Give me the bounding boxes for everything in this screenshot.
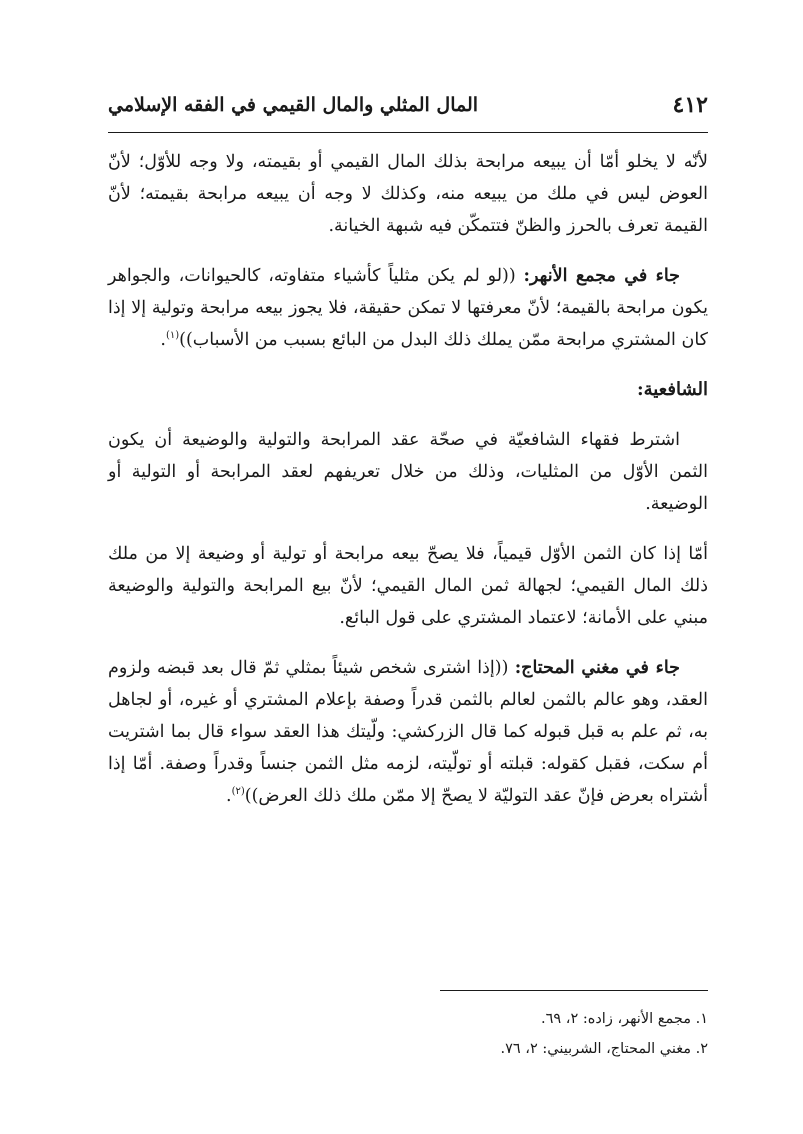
footnote-2: ٢. مغني المحتاج، الشربيني: ٢، ٧٦. <box>500 1041 708 1057</box>
running-title: المال المثلي والمال القيمي في الفقه الإسلامي <box>108 94 479 116</box>
paragraph-3 <box>108 424 708 520</box>
paragraph-5-end: . <box>226 786 232 806</box>
quote-source-mughni: جاء في مغني المحتاج: <box>514 658 680 678</box>
paragraph-2-text: ((لو لم يكن مثلياً كأشياء متفاوته، كالحيوانات، والجواهر يكون مرابحة بالقيمة؛ لأنّ معرفتها لا تمكن حقيقة، فلا يجوز بيعه مرابحة وتولية إلا إذا كان المشتري مرابحة ممّن يملك ذلك البدل من البائع بسبب من الأسباب)) <box>108 266 708 350</box>
footnote-divider <box>440 990 708 991</box>
footnotes <box>108 1004 708 1064</box>
page-number: ٤١٢ <box>672 92 708 118</box>
footnote-ref-1[interactable]: (١) <box>165 330 180 342</box>
paragraph-5 <box>108 652 708 812</box>
section-heading-shafii: الشافعية: <box>636 379 708 400</box>
footnote-ref-2[interactable]: (٢) <box>231 786 245 798</box>
main-text <box>108 146 708 830</box>
paragraph-4-text: أمّا إذا كان الثمن الأوّل قيمياً، فلا يصحّ بيعه مرابحة أو تولية أو وضيعة إلا من ملك ذلك المال القيمي؛ لجهالة ثمن المال القيمي؛ لأنّ بيع المرابحة والتولية والوضيعة مبني على الأمانة؛ لاعتماد المشتري على قول البائع. <box>108 544 708 628</box>
paragraph-1-text: لأنّه لا يخلو أمّا أن يبيعه مرابحة بذلك المال القيمي أو بقيمته، ولا وجه للأوّل؛ لأنّ العوض ليس في ملك من يبيعه منه، وكذلك لا وجه أن يبيعه مرابحة بقيمته؛ لأنّ القيمة تعرف بالحرز والظنّ فتتمكّن فيه شبهة الخيانة. <box>108 152 708 236</box>
paragraph-5-text: ((إذا اشترى شخص شيئاً بمثلي ثمّ قال بعد قبضه ولزوم العقد، وهو عالم بالثمن لعالم بالثمن قدراً وصفة بإعلام المشتري أو غيره، أو لجاهل به، ثم علم به قبل قبوله كما قال الزركشي: ولّيتك هذا العقد سواء قال بما اشتريت أم سكت، فقبل كقوله: قبلته أو تولّيته، لزمه مثل الثمن جنساً وقدراً وصفة. أمّا إذا أشتراه بعرض فإنّ عقد التوليّة لا يصحّ إلا ممّن ملك ذلك العرض)) <box>108 658 708 806</box>
paragraph-4 <box>108 538 708 634</box>
paragraph-1 <box>108 146 708 242</box>
paragraph-2-end: . <box>160 330 166 350</box>
header-divider <box>108 132 708 133</box>
paragraph-2 <box>108 260 708 356</box>
quote-source-majma: جاء في مجمع الأنهر: <box>523 266 680 286</box>
footnote-1: ١. مجمع الأنهر، زاده: ٢، ٦٩. <box>540 1011 708 1027</box>
paragraph-3-text: اشترط فقهاء الشافعيّة في صحّة عقد المرابحة والتولية والوضيعة أن يكون الثمن الأوّل من المثليات، وذلك من خلال تعريفهم لعقد المرابحة أو التولية أو الوضيعة. <box>108 430 708 514</box>
running-header <box>108 88 708 128</box>
